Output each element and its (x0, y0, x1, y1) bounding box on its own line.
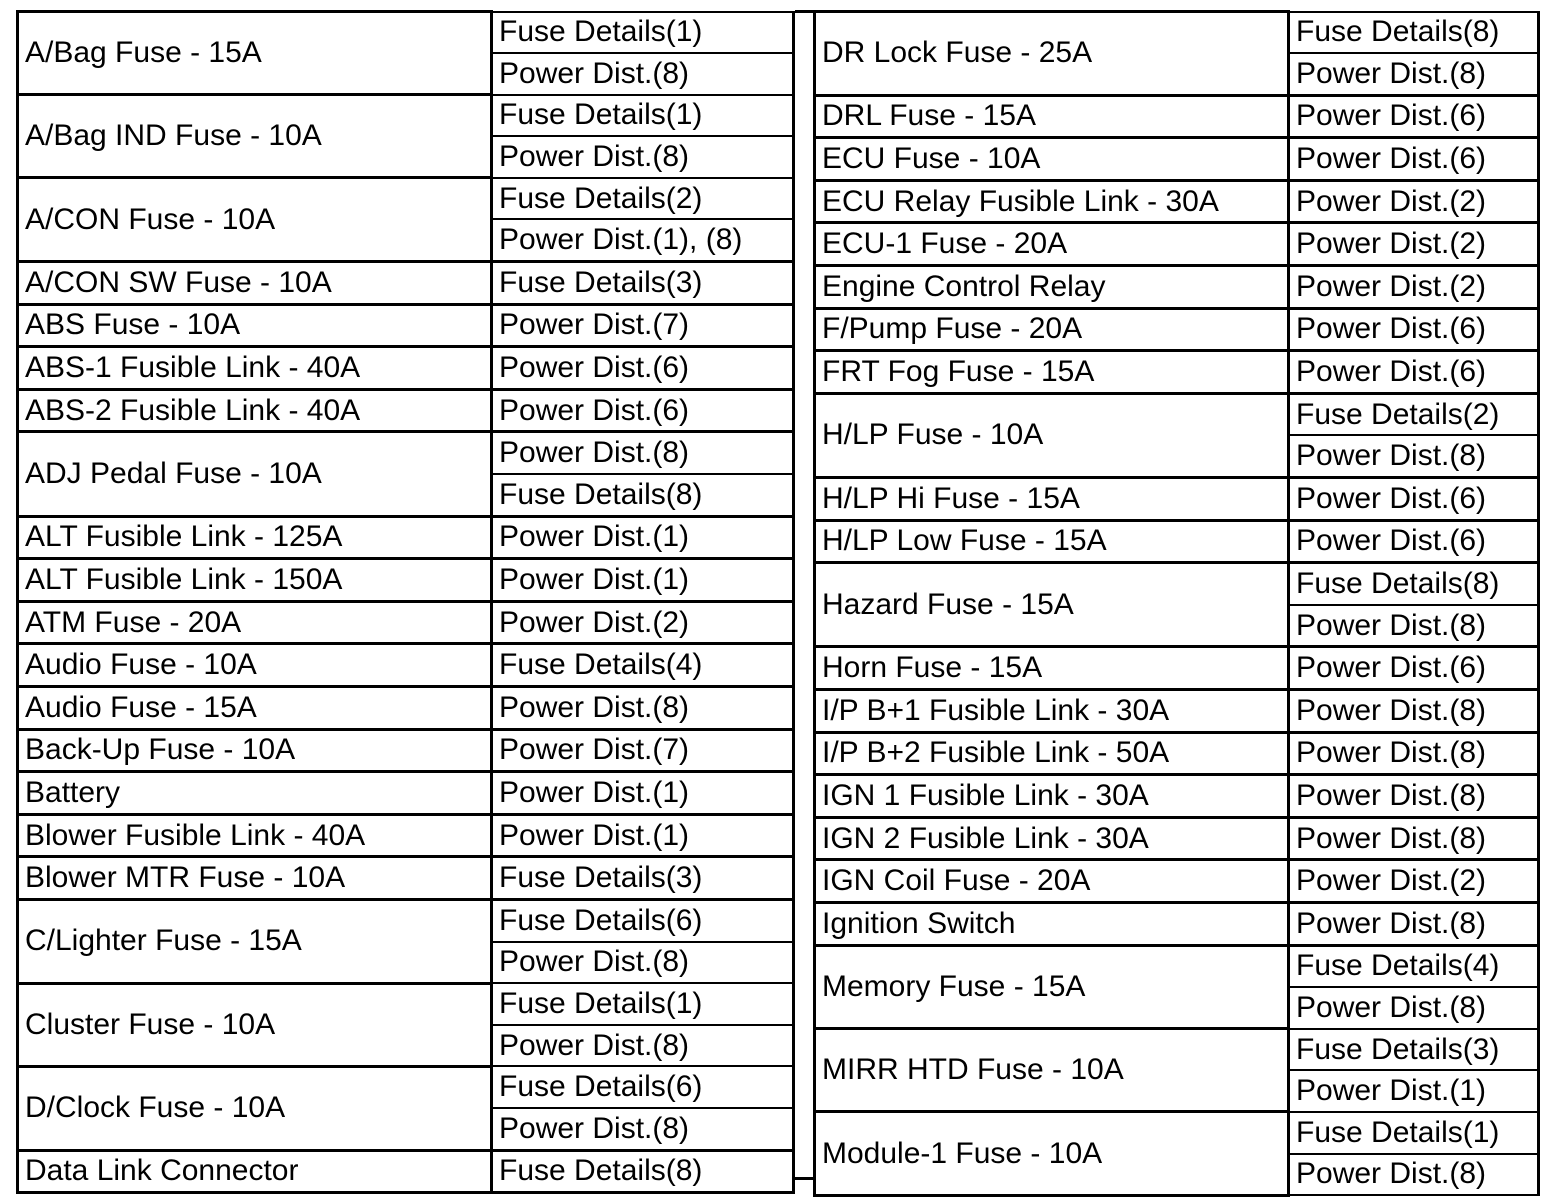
table-row (815, 180, 1539, 223)
reference-cell: Power Dist.(7) (492, 304, 794, 347)
table-row (815, 223, 1539, 266)
component-name: A/CON SW Fuse - 10A (18, 262, 492, 305)
component-name: MIRR HTD Fuse - 10A (815, 1029, 1289, 1112)
reference-cell: Power Dist.(8) (1289, 1154, 1539, 1196)
reference-cell: Power Dist.(6) (1289, 478, 1539, 521)
reference-cell: Fuse Details(1) (492, 95, 794, 137)
table-row (18, 1066, 794, 1108)
component-name: Back-Up Fuse - 10A (18, 729, 492, 772)
table-row (815, 775, 1539, 818)
table-row (815, 902, 1539, 945)
table-row (18, 304, 794, 347)
table-row (815, 520, 1539, 563)
table-row (18, 347, 794, 390)
table-row (18, 644, 794, 687)
component-name: Hazard Fuse - 15A (815, 563, 1289, 647)
component-name: Blower Fusible Link - 40A (18, 814, 492, 857)
table-row (18, 559, 794, 602)
reference-cell: Power Dist.(1), (8) (492, 219, 794, 261)
table-row (18, 687, 794, 730)
table-row (815, 817, 1539, 860)
reference-cell: Power Dist.(2) (1289, 180, 1539, 223)
reference-cell: Power Dist.(6) (1289, 351, 1539, 394)
reference-cell: Power Dist.(8) (492, 432, 794, 474)
reference-cell: Fuse Details(8) (492, 474, 794, 516)
reference-cell: Fuse Details(8) (1289, 12, 1539, 54)
reference-cell: Fuse Details(4) (1289, 945, 1539, 987)
reference-cell: Fuse Details(6) (492, 899, 794, 941)
left-fuse-table (16, 10, 795, 1194)
reference-cell: Fuse Details(3) (1289, 1029, 1539, 1071)
reference-cell: Power Dist.(8) (492, 1025, 794, 1067)
component-name: ABS-2 Fusible Link - 40A (18, 389, 492, 432)
component-name: Memory Fuse - 15A (815, 945, 1289, 1029)
component-name: Battery (18, 772, 492, 815)
component-name: Horn Fuse - 15A (815, 647, 1289, 690)
component-name: IGN 2 Fusible Link - 30A (815, 817, 1289, 860)
reference-cell: Power Dist.(8) (1289, 690, 1539, 733)
table-row (815, 1112, 1539, 1154)
component-name: Audio Fuse - 15A (18, 687, 492, 730)
reference-cell: Fuse Details(1) (492, 983, 794, 1025)
component-name: IGN 1 Fusible Link - 30A (815, 775, 1289, 818)
reference-cell: Power Dist.(8) (492, 1108, 794, 1150)
reference-cell: Fuse Details(1) (1289, 1112, 1539, 1154)
table-row (18, 389, 794, 432)
component-name: H/LP Low Fuse - 15A (815, 520, 1289, 563)
reference-cell: Fuse Details(2) (1289, 393, 1539, 435)
table-row (18, 1150, 794, 1193)
reference-cell: Fuse Details(1) (492, 12, 794, 54)
component-name: C/Lighter Fuse - 15A (18, 899, 492, 983)
reference-cell: Power Dist.(6) (1289, 95, 1539, 138)
component-name: A/CON Fuse - 10A (18, 178, 492, 262)
reference-cell: Power Dist.(7) (492, 729, 794, 772)
table-row (815, 393, 1539, 435)
table-row (815, 12, 1539, 54)
component-name: DR Lock Fuse - 25A (815, 12, 1289, 96)
component-name: IGN Coil Fuse - 20A (815, 860, 1289, 903)
reference-cell: Power Dist.(2) (1289, 860, 1539, 903)
table-row (18, 95, 794, 137)
reference-cell: Power Dist.(1) (492, 772, 794, 815)
component-name: I/P B+2 Fusible Link - 50A (815, 732, 1289, 775)
table-row (815, 647, 1539, 690)
table-row (18, 814, 794, 857)
table-row (815, 138, 1539, 181)
component-name: Engine Control Relay (815, 266, 1289, 309)
component-name: DRL Fuse - 15A (815, 95, 1289, 138)
reference-cell: Power Dist.(8) (1289, 902, 1539, 945)
reference-cell: Power Dist.(8) (1289, 987, 1539, 1029)
component-name: Module-1 Fuse - 10A (815, 1112, 1289, 1195)
component-name: Blower MTR Fuse - 10A (18, 857, 492, 900)
reference-cell: Power Dist.(8) (1289, 732, 1539, 775)
table-row (18, 516, 794, 559)
reference-cell: Fuse Details(4) (492, 644, 794, 687)
reference-cell: Power Dist.(1) (1289, 1070, 1539, 1112)
component-name: Cluster Fuse - 10A (18, 983, 492, 1066)
component-name: ECU Relay Fusible Link - 30A (815, 180, 1289, 223)
table-row (18, 729, 794, 772)
reference-cell: Power Dist.(1) (492, 814, 794, 857)
table-row (815, 351, 1539, 394)
component-name: A/Bag Fuse - 15A (18, 12, 492, 95)
table-row (18, 601, 794, 644)
table-row (18, 262, 794, 305)
component-name: FRT Fog Fuse - 15A (815, 351, 1289, 394)
table-row (18, 178, 794, 220)
reference-cell: Fuse Details(8) (492, 1150, 794, 1193)
reference-cell: Power Dist.(6) (492, 389, 794, 432)
component-name: ADJ Pedal Fuse - 10A (18, 432, 492, 516)
table-row (815, 95, 1539, 138)
table-row (815, 1029, 1539, 1071)
reference-cell: Fuse Details(6) (492, 1066, 794, 1108)
component-name: ALT Fusible Link - 150A (18, 559, 492, 602)
fuse-reference-index (16, 10, 1540, 1191)
reference-cell: Fuse Details(3) (492, 262, 794, 305)
reference-cell: Power Dist.(1) (492, 559, 794, 602)
component-name: F/Pump Fuse - 20A (815, 308, 1289, 351)
reference-cell: Power Dist.(8) (1289, 817, 1539, 860)
table-row (815, 860, 1539, 903)
reference-cell: Power Dist.(8) (1289, 435, 1539, 477)
table-row (18, 983, 794, 1025)
reference-cell: Power Dist.(6) (1289, 647, 1539, 690)
table-row (815, 478, 1539, 521)
component-name: ABS Fuse - 10A (18, 304, 492, 347)
reference-cell: Power Dist.(6) (492, 347, 794, 390)
reference-cell: Power Dist.(8) (492, 53, 794, 95)
table-row (18, 12, 794, 54)
table-row (815, 690, 1539, 733)
component-name: H/LP Hi Fuse - 15A (815, 478, 1289, 521)
reference-cell: Power Dist.(8) (492, 136, 794, 178)
component-name: ALT Fusible Link - 125A (18, 516, 492, 559)
reference-cell: Power Dist.(1) (492, 516, 794, 559)
component-name: ECU Fuse - 10A (815, 138, 1289, 181)
reference-cell: Power Dist.(8) (492, 942, 794, 984)
reference-cell: Power Dist.(2) (1289, 223, 1539, 266)
component-name: Data Link Connector (18, 1150, 492, 1193)
table-row (18, 899, 794, 941)
reference-cell: Power Dist.(2) (492, 601, 794, 644)
component-name: A/Bag IND Fuse - 10A (18, 95, 492, 178)
reference-cell: Power Dist.(8) (1289, 53, 1539, 95)
table-row (815, 308, 1539, 351)
reference-cell: Fuse Details(2) (492, 178, 794, 220)
table-row (18, 432, 794, 474)
reference-cell: Power Dist.(8) (1289, 605, 1539, 647)
table-row (18, 857, 794, 900)
table-row (815, 945, 1539, 987)
reference-cell: Fuse Details(8) (1289, 563, 1539, 605)
component-name: ABS-1 Fusible Link - 40A (18, 347, 492, 390)
table-row (18, 772, 794, 815)
component-name: Audio Fuse - 10A (18, 644, 492, 687)
component-name: ECU-1 Fuse - 20A (815, 223, 1289, 266)
component-name: H/LP Fuse - 10A (815, 393, 1289, 477)
component-name: ATM Fuse - 20A (18, 601, 492, 644)
reference-cell: Power Dist.(8) (492, 687, 794, 730)
reference-cell: Power Dist.(6) (1289, 138, 1539, 181)
reference-cell: Power Dist.(2) (1289, 266, 1539, 309)
reference-cell: Power Dist.(8) (1289, 775, 1539, 818)
component-name: Ignition Switch (815, 902, 1289, 945)
component-name: I/P B+1 Fusible Link - 30A (815, 690, 1289, 733)
component-name: D/Clock Fuse - 10A (18, 1066, 492, 1150)
right-fuse-table (813, 10, 1540, 1197)
reference-cell: Fuse Details(3) (492, 857, 794, 900)
table-row (815, 732, 1539, 775)
column-gap (795, 10, 813, 1180)
reference-cell: Power Dist.(6) (1289, 308, 1539, 351)
table-row (815, 266, 1539, 309)
table-row (815, 563, 1539, 605)
reference-cell: Power Dist.(6) (1289, 520, 1539, 563)
